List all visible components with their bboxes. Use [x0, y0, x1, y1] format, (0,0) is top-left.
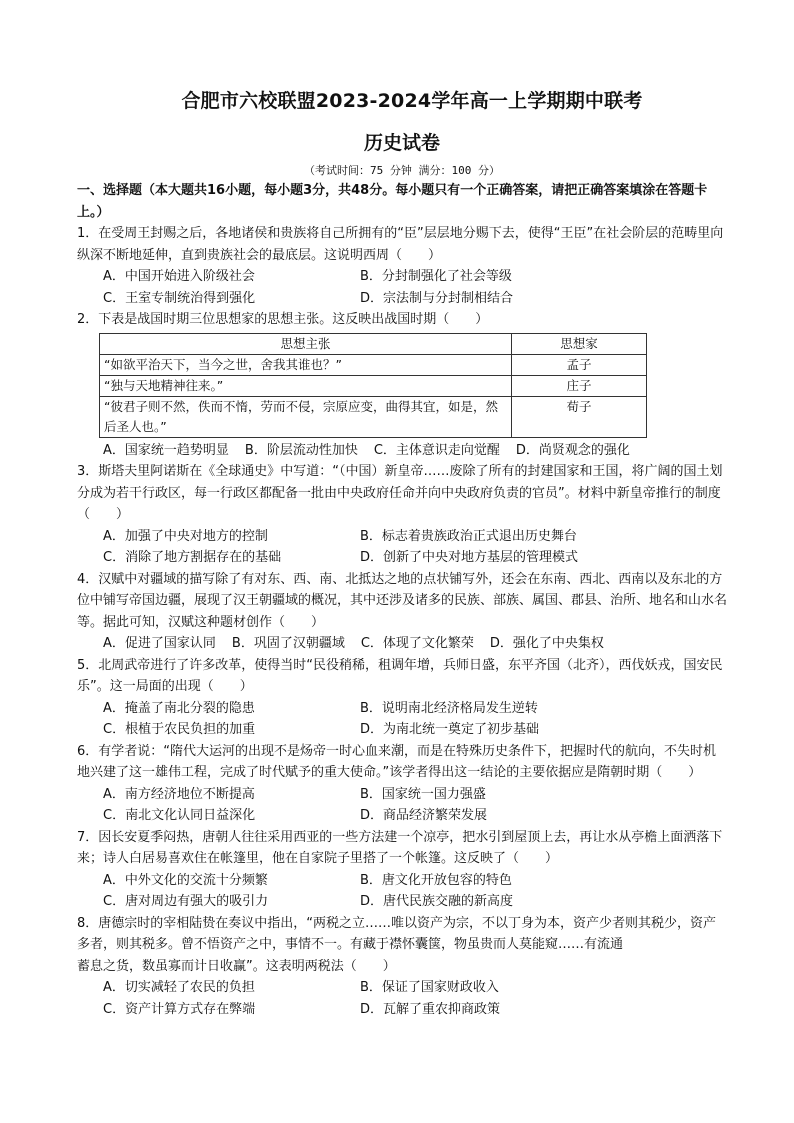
table-row [100, 375, 647, 396]
table-header-thought: 思想主张 [100, 333, 512, 354]
question-stem: 1．在受周王封赐之后，各地诸侯和贵族将自己所拥有的“臣”层层地分赐下去，使得“王臣”在社会阶层的范畴里向纵深不断地延伸，直到贵族社会的最底层。这说明西周（ ） [77, 226, 724, 263]
question-stem: 8．唐德宗时的宰相陆贽在奏议中指出，“两税之立……唯以资产为宗，不以丁身为本，资产少者则其税少，资产多者，则其税多。曾不悟资产之中，事情不一。有藏于襟怀囊箧，物虽贵而人莫能窥……有流通 [77, 915, 717, 952]
question-options [77, 526, 727, 569]
option-a: A．中外文化的交流十分频繁 [103, 872, 268, 888]
option-d: D．尚贤观念的强化 [515, 442, 630, 458]
question-stem: 2．下表是战国时期三位思想家的思想主张。这反映出战国时期（ ） [77, 312, 489, 327]
question-options [77, 977, 727, 1020]
option-c: C．王室专制统治得到强化 [103, 290, 256, 306]
table-cell-thought: “如欲平治天下，当今之世，舍我其谁也？” [100, 354, 512, 375]
table-header-thinker: 思想家 [512, 333, 647, 354]
option-c: C．南北文化认同日益深化 [103, 808, 256, 823]
option-c: C．体现了文化繁荣 [360, 636, 474, 651]
question-options [77, 633, 727, 655]
subject-title: 历史试卷 [363, 132, 440, 154]
section-heading: 一、选择题（本大题共16小题，每小题3分，共48分。每小题只有一个正确答案，请把正确答案填涂在答题卡上。） [77, 183, 708, 220]
table-cell-thought: “彼君子则不然，佚而不惰，劳而不侵，宗原应变，曲得其宜，如是，然后圣人也。” [100, 396, 512, 437]
option-b: B．国家统一国力强盛 [360, 786, 486, 802]
option-b: B．保证了国家财政收入 [360, 980, 499, 995]
question-stem: 6．有学者说：“隋代大运河的出现不是炀帝一时心血来潮，而是在特殊历史条件下，把握时代的航向，不失时机地兴建了这一雄伟工程，完成了时代赋予的重大使命。”该学者得出这一结论的主要依据应是隋朝时期（ ） [77, 743, 717, 780]
option-a: A．加强了中央对地方的控制 [103, 528, 268, 544]
question-options [77, 870, 727, 913]
option-a: A．国家统一趋势明显 [103, 442, 229, 458]
option-d: D．唐代民族交融的新高度 [360, 894, 514, 909]
question-stem: 5．北周武帝进行了许多改革，使得当时“民役稍稀，租调年增，兵师日盛，东平齐国（北齐），西伐妖戎，国安民乐”。这一局面的出现（ ） [77, 657, 723, 694]
question-stem: 7．因长安夏季闷热，唐朝人往往采用西亚的一些方法建一个凉亭，把水引到屋顶上去，再让水从亭檐上面洒落下来；诗人白居易喜欢住在帐篷里，他在自家院子里搭了一个帐篷。这反映了（ ） [77, 829, 723, 866]
option-a: A．促进了国家认同 [103, 636, 216, 651]
table-cell-thinker: 孟子 [512, 354, 647, 375]
option-d: D．商品经济繁荣发展 [360, 808, 488, 823]
question-stem: 4．汉赋中对疆域的描写除了有对东、西、南、北抵达之地的点状铺写外，还会在东南、西北、西南以及东北的方位中铺写帝国边疆，展现了汉王朝疆域的概况，其中还涉及诸多的民族、部族、属国、郡县、治所、地名和山水名等。据此可知，汉赋这种题材创作（ ） [77, 571, 728, 630]
option-d: D．宗法制与分封制相结合 [360, 290, 514, 306]
option-a: A．掩盖了南北分裂的隐患 [103, 700, 255, 716]
exam-meta: （考试时间：75 分钟 满分：100 分） [304, 164, 500, 177]
table-cell-thought: “独与天地精神往来。” [100, 375, 512, 396]
thought-table [99, 333, 647, 438]
option-d: D．为南北统一奠定了初步基础 [360, 722, 540, 737]
option-b: B．阶层流动性加快 [244, 442, 358, 458]
option-b: B．标志着贵族政治正式退出历史舞台 [360, 528, 577, 544]
option-c: C．消除了地方割据存在的基础 [103, 550, 282, 565]
option-a: A．切实减轻了农民的负担 [103, 980, 255, 995]
option-c: C．主体意识走向觉醒 [373, 442, 500, 458]
question-options [77, 698, 727, 741]
option-d: D．创新了中央对地方基层的管理模式 [360, 550, 579, 565]
option-b: B．说明南北经济格局发生逆转 [360, 700, 538, 716]
option-b: B．唐文化开放包容的特色 [360, 872, 512, 888]
table-row [100, 396, 647, 437]
option-d: D．强化了中央集权 [489, 636, 604, 651]
option-c: C．资产计算方式存在弊端 [103, 1001, 256, 1017]
question-stem: 3．斯塔夫里阿诺斯在《全球通史》中写道：“（中国）新皇帝……废除了所有的封建国家和王国，将广阔的国土划分成为若干行政区，每一行政区都配备一批由中央政府任命并向中央政府负责的官员”。材料中新皇帝推行的制度（ ） [77, 464, 723, 522]
table-cell-thinker: 荀子 [512, 396, 647, 437]
exam-title: 合肥市六校联盟2023-2024学年高一上学期期中联考 [181, 90, 643, 112]
option-c: C．根植于农民负担的加重 [103, 722, 256, 737]
option-c: C．唐对周边有强大的吸引力 [103, 894, 269, 909]
question-options [77, 266, 727, 309]
exam-content [77, 180, 727, 1020]
table-cell-thinker: 庄子 [512, 375, 647, 396]
option-b: B．巩固了汉朝疆域 [231, 636, 345, 651]
table-row [100, 354, 647, 375]
question-options [77, 440, 727, 462]
option-a: A．南方经济地位不断提高 [103, 786, 255, 802]
option-a: A．中国开始进入阶级社会 [103, 269, 255, 284]
question-stem-continued: 蓄息之货，数虽寡而计日收赢”。这表明两税法（ ） [77, 958, 396, 974]
option-d: D．瓦解了重农抑商政策 [360, 1001, 501, 1017]
option-b: B．分封制强化了社会等级 [360, 269, 512, 284]
question-options [77, 784, 727, 827]
